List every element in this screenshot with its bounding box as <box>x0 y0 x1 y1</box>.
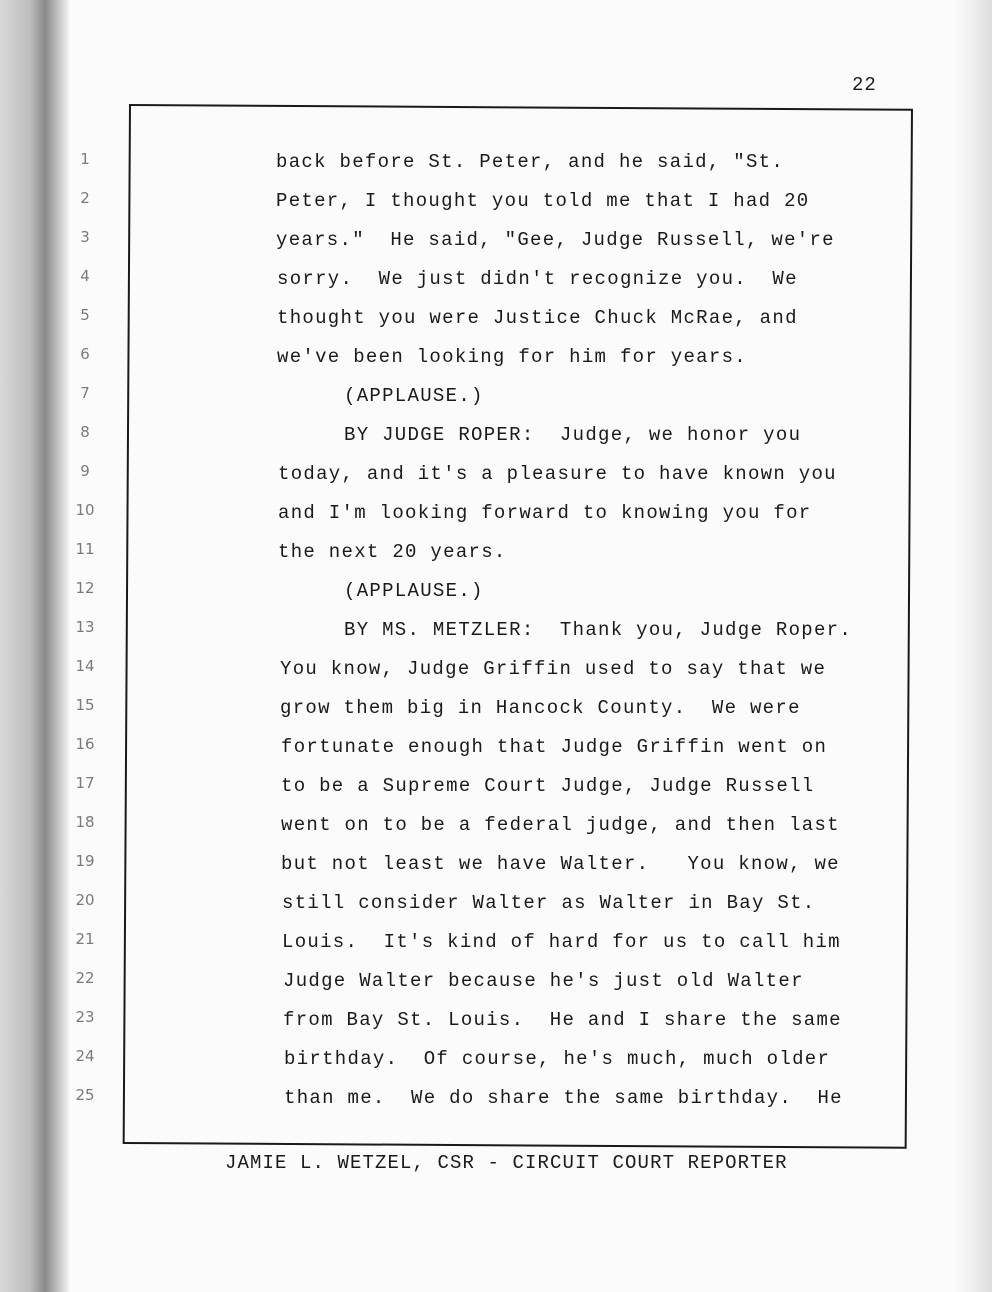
line-number: 14 <box>75 657 95 675</box>
line-number: 10 <box>75 501 95 519</box>
transcript-line: from Bay St. Louis. He and I share the same <box>283 1009 842 1031</box>
line-number: 3 <box>80 228 90 246</box>
transcript-line: went on to be a federal judge, and then last <box>281 814 840 836</box>
binding-shadow <box>0 0 70 1292</box>
transcript-line: grow them big in Hancock County. We were <box>280 697 801 719</box>
line-number: 11 <box>75 540 95 558</box>
line-number: 1 <box>80 150 90 168</box>
transcript-line: and I'm looking forward to knowing you for <box>278 502 812 524</box>
transcript-line: than me. We do share the same birthday. He <box>284 1087 843 1109</box>
transcript-line: we've been looking for him for years. <box>277 346 747 368</box>
transcript-line: Judge Walter because he's just old Walter <box>283 970 804 992</box>
line-number: 22 <box>75 969 95 987</box>
reporter-footer: JAMIE L. WETZEL, CSR - CIRCUIT COURT REPORTER <box>225 1152 788 1174</box>
line-number: 21 <box>75 930 95 948</box>
transcript-line: Louis. It's kind of hard for us to call him <box>282 931 841 953</box>
transcript-line: years." He said, "Gee, Judge Russell, we're <box>276 229 835 251</box>
line-number: 15 <box>75 696 95 714</box>
transcript-line: BY MS. METZLER: Thank you, Judge Roper. <box>344 619 853 641</box>
transcript-line: (APPLAUSE.) <box>344 385 484 407</box>
transcript-line: You know, Judge Griffin used to say that we <box>280 658 827 680</box>
transcript-line: but not least we have Walter. You know, we <box>281 853 840 875</box>
transcript-line: (APPLAUSE.) <box>344 580 484 602</box>
page-number: 22 <box>852 74 877 96</box>
line-number: 19 <box>75 852 95 870</box>
transcript-line: to be a Supreme Court Judge, Judge Russell <box>281 775 815 797</box>
line-number: 12 <box>75 579 95 597</box>
transcript-line: the next 20 years. <box>278 541 507 563</box>
line-number: 17 <box>75 774 95 792</box>
line-number: 25 <box>75 1086 95 1104</box>
line-number: 23 <box>75 1008 95 1026</box>
line-number: 18 <box>75 813 95 831</box>
line-number: 6 <box>80 345 90 363</box>
line-number: 24 <box>75 1047 95 1065</box>
line-number: 16 <box>75 735 95 753</box>
line-number: 4 <box>80 267 90 285</box>
line-number: 9 <box>80 462 90 480</box>
transcript-line: today, and it's a pleasure to have known you <box>278 463 837 485</box>
edge-shadow <box>952 0 992 1292</box>
transcript-line: thought you were Justice Chuck McRae, and <box>277 307 798 329</box>
line-number: 8 <box>80 423 90 441</box>
transcript-line: sorry. We just didn't recognize you. We <box>277 268 798 290</box>
transcript-line: back before St. Peter, and he said, "St. <box>276 151 785 173</box>
transcript-line: Peter, I thought you told me that I had 20 <box>276 190 810 212</box>
line-number: 20 <box>75 891 95 909</box>
line-number: 7 <box>80 384 90 402</box>
line-number: 2 <box>80 189 90 207</box>
line-number: 5 <box>80 306 90 324</box>
line-number: 13 <box>75 618 95 636</box>
transcript-line: fortunate enough that Judge Griffin went on <box>281 736 828 758</box>
transcript-line: BY JUDGE ROPER: Judge, we honor you <box>344 424 802 446</box>
transcript-line: still consider Walter as Walter in Bay St. <box>282 892 816 914</box>
transcript-line: birthday. Of course, he's much, much older <box>284 1048 831 1070</box>
